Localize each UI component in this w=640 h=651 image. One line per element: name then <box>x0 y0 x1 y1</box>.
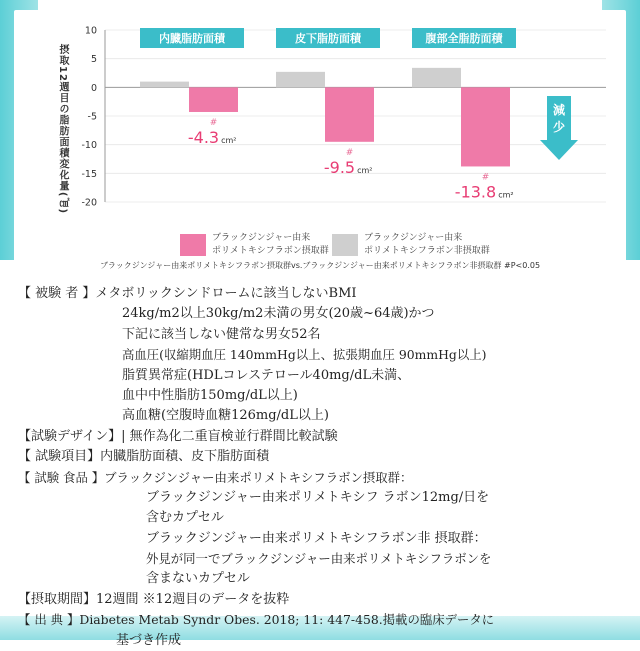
info-period: 【摂取期間】12週間 ※12週目のデータを抜粋 <box>18 591 290 607</box>
decrease-arrow-char-2: 少 <box>552 120 566 134</box>
category-label: 皮下脂肪面積 <box>295 32 361 45</box>
y-tick-label: 0 <box>90 82 97 94</box>
info-subjects-bmi: 24kg/m2以上30kg/m2未満の男女(20歳~64歳)かつ <box>122 306 435 322</box>
data-label: -4.3 <box>187 127 220 147</box>
decrease-arrow-char-1: 減 <box>552 103 566 117</box>
legend-non-intake-line2: ポリメトキシフラボン非摂取群 <box>364 246 490 256</box>
info-food-placebo: ブラックジンジャー由来ポリメトキシフラボン非 摂取群： <box>146 530 487 546</box>
info-food-placebo-desc: 外見が同一でブラックジンジャー由来ポリメトキシフラボンを <box>146 551 492 567</box>
bar-non-intake <box>140 82 189 88</box>
legend-intake-line1: ブラックジンジャー由来 <box>212 233 311 243</box>
info-source: 【 出 典 】Diabetes Metab Syndr Obes. 2018; 11: 447-458.掲載の臨床データに <box>18 612 495 628</box>
chart-footnote: ブラックジンジャー由来ポリメトキシフラボン摂取群vs.ブラックジンジャー由来ポリメトキシフラボン非摂取群 #P<0.05 <box>99 261 541 270</box>
bar-non-intake <box>412 68 461 87</box>
study-info <box>18 284 626 651</box>
y-tick-label: -20 <box>81 197 97 209</box>
bar-non-intake <box>276 72 325 87</box>
info-items: 【 試験項目】内臓脂肪面積、皮下脂肪面積 <box>18 449 270 465</box>
significance-mark: # <box>209 117 218 128</box>
data-label-unit: cm² <box>498 190 514 200</box>
legend-swatch-non-intake <box>332 234 358 256</box>
y-axis-label: 摂取12週目の脂肪面積変化量(㎠) <box>57 44 68 215</box>
significance-mark: # <box>481 172 490 183</box>
bar-intake <box>461 87 510 166</box>
info-hyperglycemia: 高血糖(空腹時血糖126mg/dL以上) <box>122 408 329 424</box>
data-label: -9.5 <box>323 157 356 177</box>
y-tick-label: -10 <box>81 140 97 152</box>
decrease-arrow-head <box>540 140 578 160</box>
info-hypertension: 高血圧(収縮期血圧 140mmHg以上、拡張期血圧 90mmHg以上) <box>122 347 487 363</box>
chart-card <box>14 10 626 280</box>
info-foods: 【 試験 食品 】ブラックジンジャー由来ポリメトキシフラボン摂取群： <box>18 469 413 485</box>
y-tick-label: 5 <box>90 54 97 66</box>
significance-mark: # <box>345 147 354 158</box>
bar-intake <box>189 87 238 112</box>
info-design: 【試験デザイン】| 無作為化二重盲検並行群間比較試験 <box>18 428 338 444</box>
legend-intake-line2: ポリメトキシフラボン摂取群 <box>212 246 329 256</box>
info-food-intake-capsule: 含むカプセル <box>146 510 224 526</box>
info-dyslipidemia: 脂質異常症(HDLコレステロール40mg/dL未満、 <box>122 367 411 383</box>
info-source-cont: 基づき作成 <box>116 632 182 648</box>
data-label: -13.8 <box>454 182 497 202</box>
info-food-intake-desc: ブラックジンジャー由来ポリメトキシフ ラボン12mg/日を <box>146 489 490 505</box>
y-tick-label: -5 <box>87 111 97 123</box>
y-tick-label: 10 <box>84 25 97 37</box>
data-label-unit: cm² <box>221 135 237 145</box>
category-label: 腹部全脂肪面積 <box>425 32 503 45</box>
info-subjects: 【 被験 者 】メタボリックシンドロームに該当しないBMI <box>18 286 357 301</box>
info-triglyceride: 血中中性脂肪150mg/dL以上) <box>122 387 298 403</box>
legend-swatch-intake <box>180 234 206 256</box>
info-subjects-count: 下記に該当しない健常な男女52名 <box>122 326 321 342</box>
y-tick-label: -15 <box>81 168 97 180</box>
bar-intake <box>325 87 374 141</box>
data-label-unit: cm² <box>357 165 373 175</box>
legend-non-intake-line1: ブラックジンジャー由来 <box>364 233 463 243</box>
info-food-placebo-capsule: 含まないカプセル <box>146 571 250 587</box>
category-label: 内臓脂肪面積 <box>159 32 225 45</box>
